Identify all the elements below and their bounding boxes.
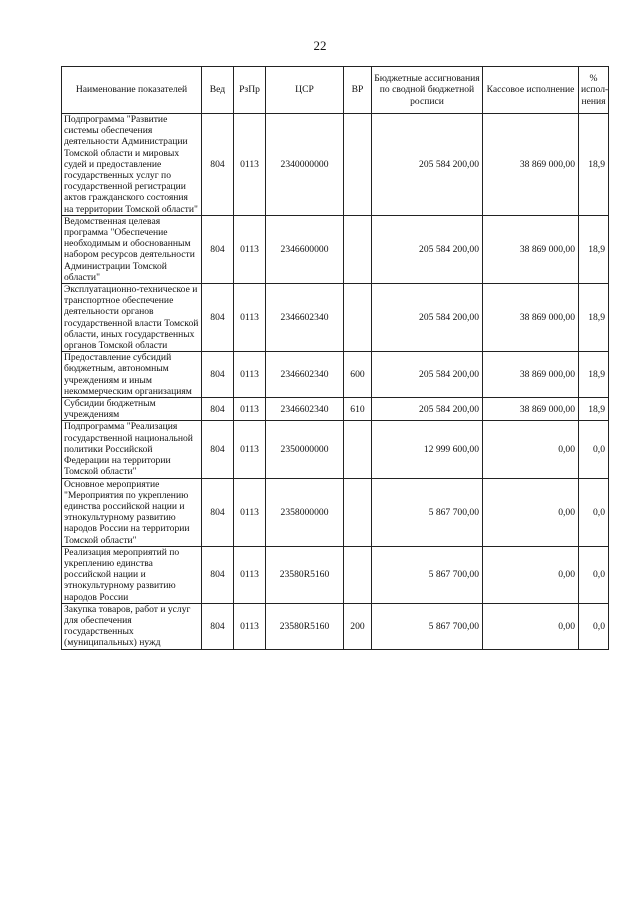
row-ved: 804: [202, 215, 234, 283]
row-csr: 2358000000: [266, 478, 344, 546]
row-name: Субсидии бюджетным учреждениям: [62, 398, 202, 421]
row-percent: 0,0: [579, 546, 609, 603]
row-ved: 804: [202, 546, 234, 603]
column-header-allocations: Бюджетные ассигнования по сводной бюджетной росписи: [372, 67, 483, 114]
table-row: [62, 284, 609, 352]
row-csr: 23580R5160: [266, 603, 344, 649]
row-name: Реализация мероприятий по укреплению единства российской нации и этнокультурному развитию народов России: [62, 546, 202, 603]
row-vr: [344, 421, 372, 478]
row-rzpr: 0113: [234, 398, 266, 421]
row-rzpr: 0113: [234, 215, 266, 283]
row-name: Подпрограмма "Реализация государственной национальной политики Российской Федерации на территории Томской области": [62, 421, 202, 478]
row-rzpr: 0113: [234, 352, 266, 398]
table-row: [62, 546, 609, 603]
row-cash: 38 869 000,00: [483, 352, 579, 398]
row-ved: 804: [202, 421, 234, 478]
row-ved: 804: [202, 114, 234, 216]
row-name: Предоставление субсидий бюджетным, автономным учреждениям и иным некоммерческим организациям: [62, 352, 202, 398]
row-rzpr: 0113: [234, 478, 266, 546]
row-percent: 18,9: [579, 398, 609, 421]
row-allocations: 205 584 200,00: [372, 352, 483, 398]
row-vr: [344, 284, 372, 352]
row-rzpr: 0113: [234, 603, 266, 649]
table-row: [62, 478, 609, 546]
row-csr: 2350000000: [266, 421, 344, 478]
row-allocations: 205 584 200,00: [372, 215, 483, 283]
row-csr: 23580R5160: [266, 546, 344, 603]
row-cash: 38 869 000,00: [483, 398, 579, 421]
row-vr: [344, 478, 372, 546]
row-csr: 2346602340: [266, 352, 344, 398]
row-csr: 2346602340: [266, 398, 344, 421]
row-ved: 804: [202, 352, 234, 398]
row-cash: 0,00: [483, 546, 579, 603]
row-allocations: 5 867 700,00: [372, 478, 483, 546]
column-header-cash: Кассовое исполнение: [483, 67, 579, 114]
row-name: Эксплуатационно-техническое и транспортное обеспечение деятельности органов государственной власти Томской области, иных государственных органов Томской области: [62, 284, 202, 352]
table-row: [62, 603, 609, 649]
row-rzpr: 0113: [234, 284, 266, 352]
row-name: Ведомственная целевая программа "Обеспечение необходимым и обоснованным набором ресурсов деятельности Администрации Томской области": [62, 215, 202, 283]
row-csr: 2340000000: [266, 114, 344, 216]
row-name: Закупка товаров, работ и услуг для обеспечения государственных (муниципальных) нужд: [62, 603, 202, 649]
table-row: [62, 114, 609, 216]
row-cash: 38 869 000,00: [483, 114, 579, 216]
row-vr: 200: [344, 603, 372, 649]
row-percent: 18,9: [579, 215, 609, 283]
row-percent: 18,9: [579, 114, 609, 216]
row-percent: 18,9: [579, 284, 609, 352]
row-rzpr: 0113: [234, 421, 266, 478]
row-allocations: 205 584 200,00: [372, 284, 483, 352]
row-vr: [344, 546, 372, 603]
row-name: Основное мероприятие "Мероприятия по укреплению единства российской нации и этнокультурному развитию народов России на территории Томской области": [62, 478, 202, 546]
row-vr: 610: [344, 398, 372, 421]
column-header-vr: ВР: [344, 67, 372, 114]
row-cash: 38 869 000,00: [483, 215, 579, 283]
row-ved: 804: [202, 284, 234, 352]
row-allocations: 205 584 200,00: [372, 398, 483, 421]
column-header-ved: Вед: [202, 67, 234, 114]
row-allocations: 5 867 700,00: [372, 603, 483, 649]
column-header-csr: ЦСР: [266, 67, 344, 114]
row-percent: 0,0: [579, 421, 609, 478]
row-ved: 804: [202, 478, 234, 546]
column-header-percent: % испол-нения: [579, 67, 609, 114]
table-row: [62, 398, 609, 421]
page-number: 22: [313, 38, 327, 53]
row-rzpr: 0113: [234, 546, 266, 603]
row-cash: 38 869 000,00: [483, 284, 579, 352]
row-percent: 18,9: [579, 352, 609, 398]
row-name: Подпрограмма "Развитие системы обеспечения деятельности Администрации Томской области и мировых судей и предоставление государственных услуг по государственной регистрации актов гражданского состояния на территории Томской области": [62, 114, 202, 216]
row-percent: 0,0: [579, 603, 609, 649]
table-row: [62, 352, 609, 398]
row-percent: 0,0: [579, 478, 609, 546]
row-allocations: 205 584 200,00: [372, 114, 483, 216]
row-csr: 2346602340: [266, 284, 344, 352]
row-csr: 2346600000: [266, 215, 344, 283]
row-cash: 0,00: [483, 421, 579, 478]
table-row: [62, 421, 609, 478]
row-vr: [344, 215, 372, 283]
row-allocations: 12 999 600,00: [372, 421, 483, 478]
row-cash: 0,00: [483, 478, 579, 546]
row-cash: 0,00: [483, 603, 579, 649]
row-ved: 804: [202, 603, 234, 649]
row-vr: 600: [344, 352, 372, 398]
table-row: [62, 215, 609, 283]
row-ved: 804: [202, 398, 234, 421]
row-vr: [344, 114, 372, 216]
column-header-name: Наименование показателей: [62, 67, 202, 114]
row-rzpr: 0113: [234, 114, 266, 216]
budget-table: [61, 66, 609, 650]
column-header-rzpr: РзПр: [234, 67, 266, 114]
row-allocations: 5 867 700,00: [372, 546, 483, 603]
table-header-row: [62, 67, 609, 114]
